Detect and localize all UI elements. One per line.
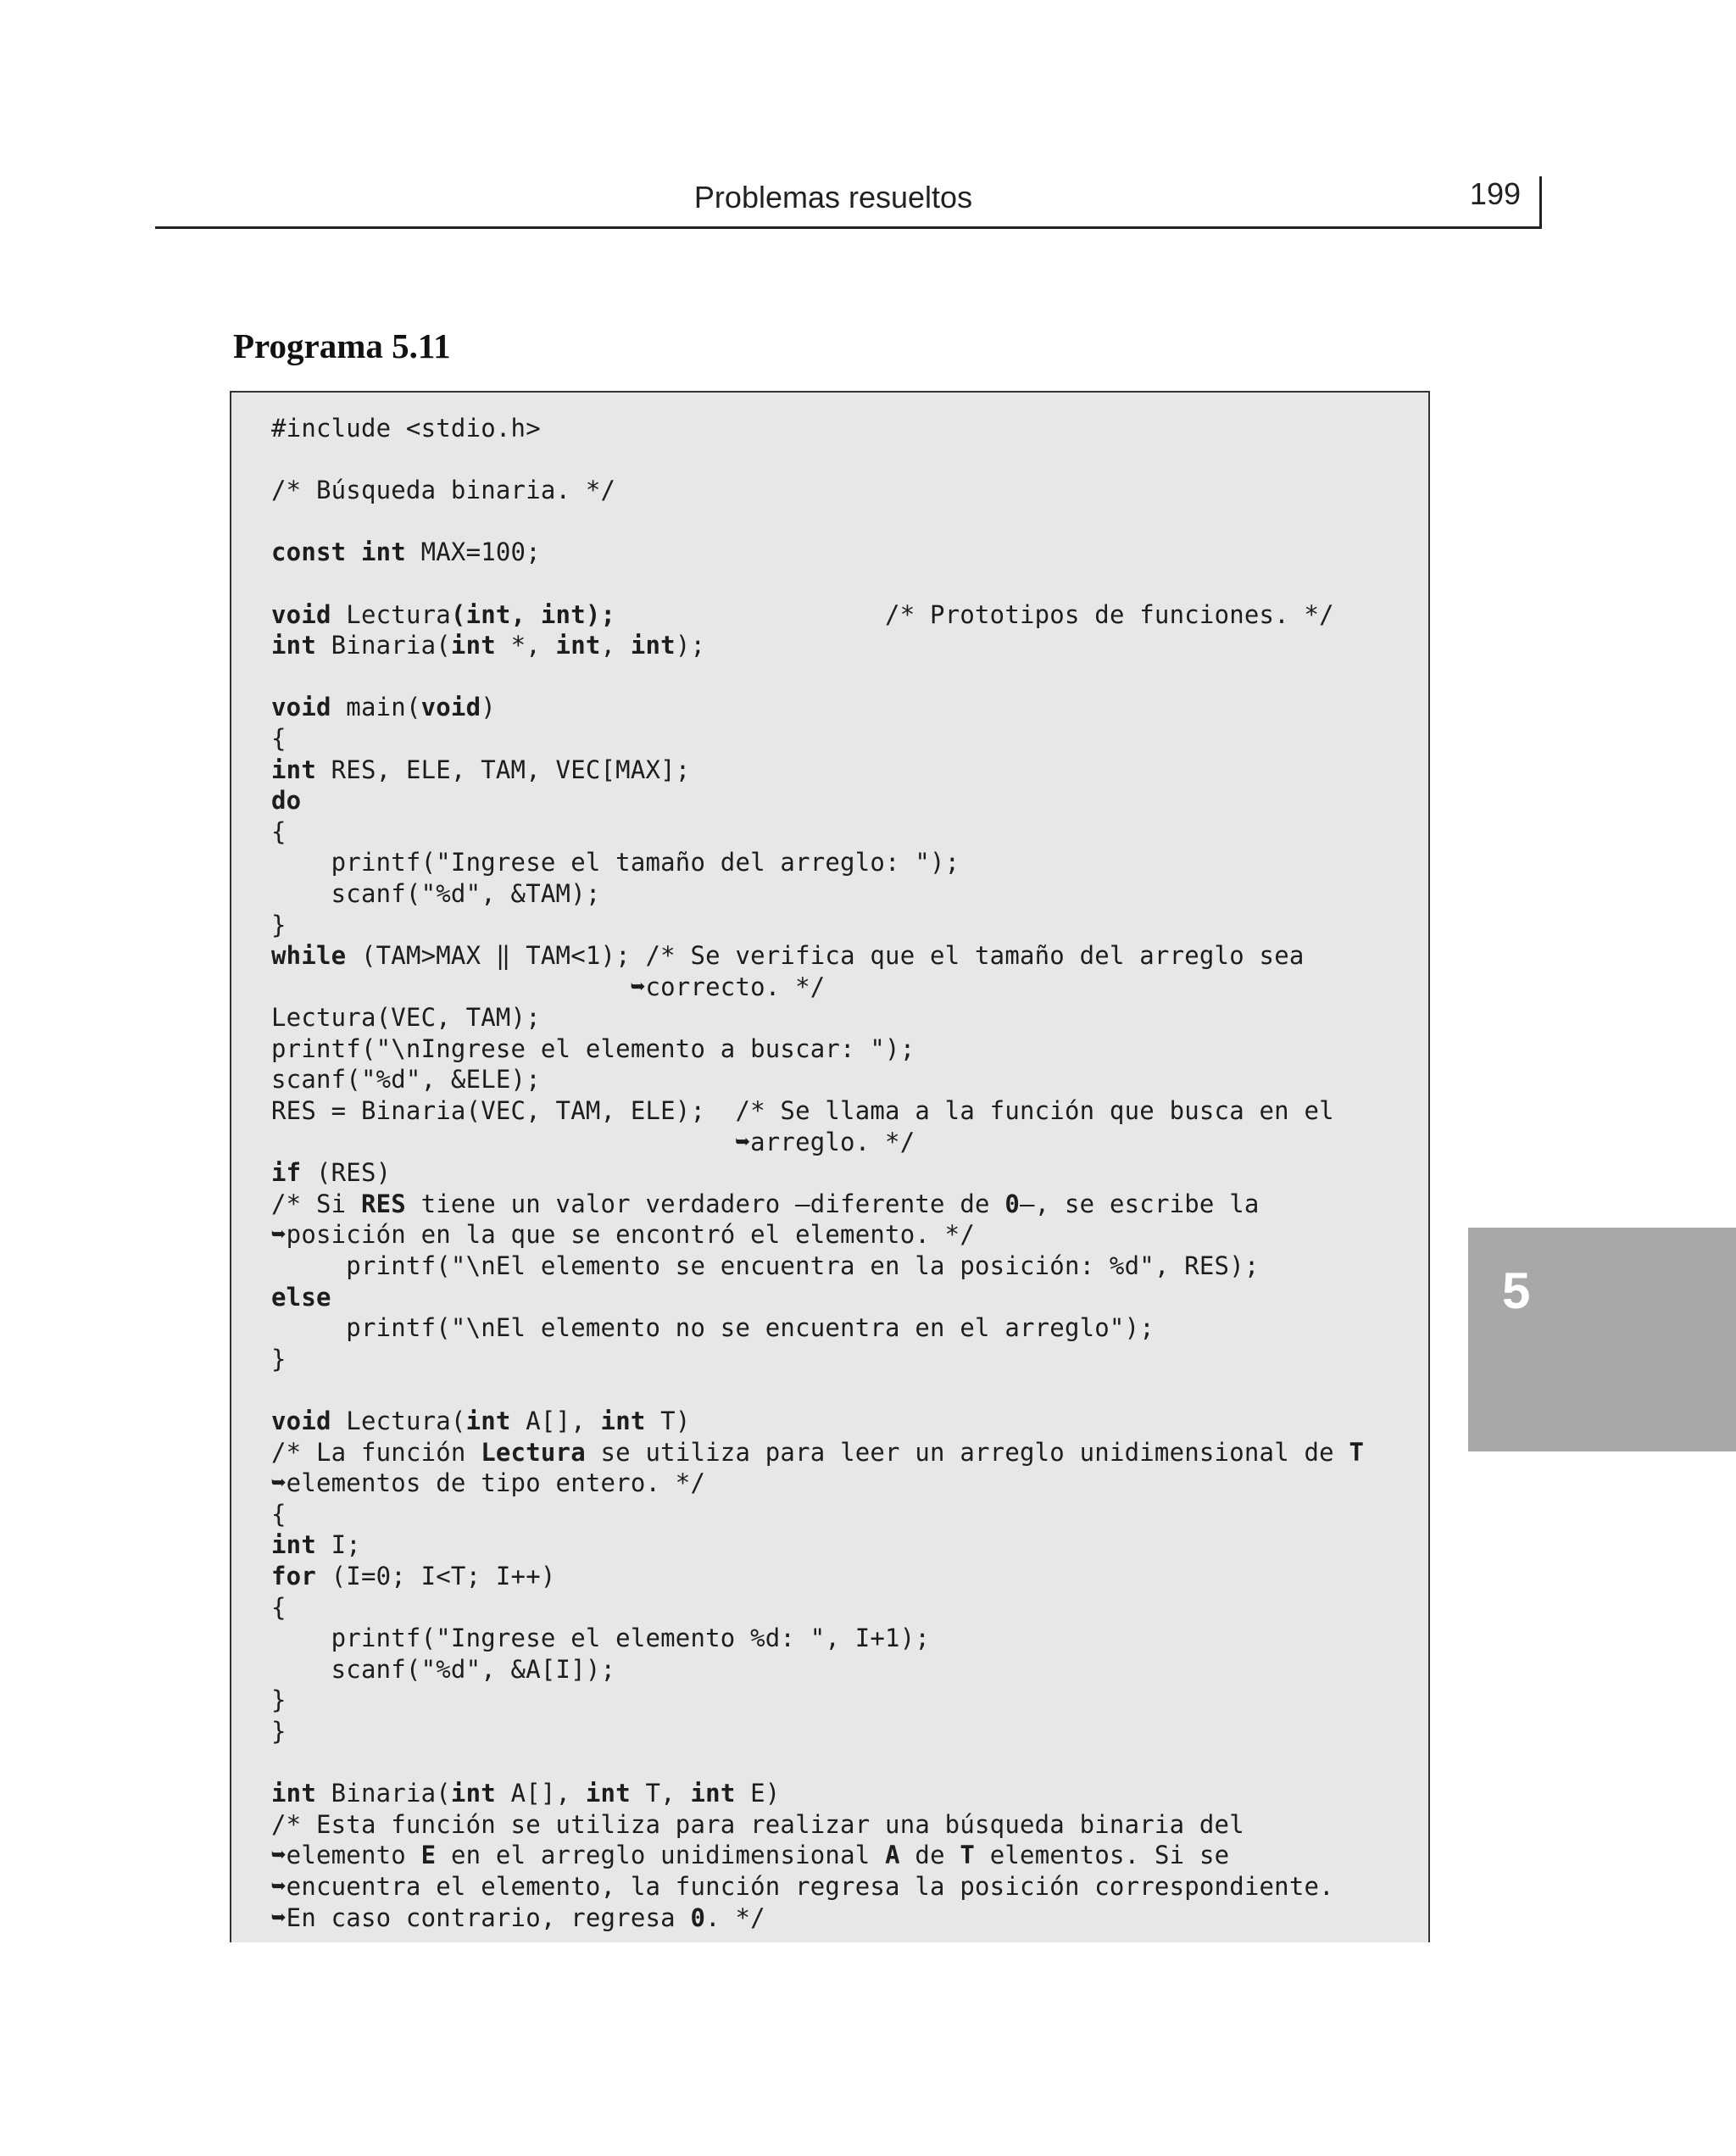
- code-keyword: RES: [360, 1189, 406, 1218]
- code-text: {: [271, 1592, 287, 1622]
- code-text: printf("\nEl elemento no se encuentra en el arreglo");: [271, 1313, 1155, 1343]
- code-text: Binaria(: [315, 631, 451, 660]
- code-text: *,: [495, 631, 556, 660]
- code-line: [271, 1189, 1364, 1220]
- running-head: [155, 176, 1542, 229]
- code-keyword: T: [960, 1841, 976, 1870]
- code-line: [271, 1840, 1364, 1871]
- code-text: {: [271, 1499, 287, 1529]
- code-line: [271, 1561, 1364, 1592]
- code-line: [271, 910, 1364, 941]
- code-text: se utiliza para leer un arreglo unidimensional de: [585, 1437, 1349, 1467]
- code-line: [271, 1903, 1364, 1934]
- code-keyword: A: [885, 1841, 900, 1870]
- code-line: [271, 1219, 1364, 1251]
- code-text: /* Si: [271, 1189, 361, 1218]
- code-line: [271, 1282, 1364, 1313]
- code-line: [271, 692, 1364, 723]
- code-text: /* Búsqueda binaria. */: [271, 476, 616, 505]
- code-keyword: (int, int);: [450, 599, 616, 629]
- code-text: (TAM>MAX ‖ TAM<1); /* Se verifica que el tamaño del arreglo sea: [346, 941, 1305, 971]
- code-text: T): [645, 1407, 691, 1435]
- code-text: ,: [600, 631, 631, 660]
- code-line: [271, 1374, 1364, 1406]
- code-text: I;: [315, 1530, 361, 1560]
- code-line: [271, 1468, 1364, 1499]
- code-line: [271, 1685, 1364, 1716]
- code-line: [271, 506, 1364, 538]
- code-keyword: int: [450, 1779, 496, 1808]
- code-keyword: Lectura: [481, 1437, 586, 1467]
- code-line: [271, 444, 1364, 476]
- code-keyword: T: [1349, 1437, 1365, 1467]
- code-text: ➥correcto. */: [271, 972, 826, 1001]
- code-line: [271, 599, 1364, 631]
- code-line: [271, 1406, 1364, 1437]
- code-text: scanf("%d", &ELE);: [271, 1065, 541, 1095]
- code-keyword: 0: [690, 1903, 706, 1932]
- code-keyword: int: [271, 1530, 316, 1560]
- code-line: [271, 1095, 1364, 1127]
- code-text: RES, ELE, TAM, VEC[MAX];: [315, 755, 691, 784]
- code-keyword: void: [420, 693, 481, 722]
- code-text: {: [271, 816, 287, 846]
- code-line: [271, 1809, 1364, 1841]
- code-keyword: int: [465, 1407, 511, 1435]
- code-text: (RES): [301, 1158, 392, 1188]
- page-number: 199: [1469, 176, 1521, 211]
- code-line: [271, 1747, 1364, 1779]
- code-text: T,: [630, 1779, 691, 1808]
- code-keyword: int: [585, 1779, 631, 1808]
- code-line: [271, 1778, 1364, 1809]
- code-text: {: [271, 723, 287, 753]
- running-title: Problemas resueltos: [693, 180, 973, 214]
- code-text: printf("\nIngrese el elemento a buscar: ");: [271, 1033, 915, 1063]
- code-line: [271, 1344, 1364, 1375]
- code-line: [271, 972, 1364, 1003]
- code-line: [271, 1499, 1364, 1530]
- code-line: [271, 1251, 1364, 1282]
- code-keyword: 0: [1004, 1189, 1021, 1218]
- chapter-number: 5: [1502, 1262, 1531, 1319]
- code-text: MAX=100;: [405, 538, 541, 567]
- code-text: printf("\nEl elemento se encuentra en la posición: %d", RES);: [271, 1251, 1260, 1281]
- code-line: [271, 1437, 1364, 1468]
- code-text: ➥En caso contrario, regresa: [271, 1903, 691, 1932]
- code-line: [271, 785, 1364, 816]
- code-text: printf("Ingrese el elemento %d: ", I+1);: [271, 1624, 931, 1653]
- code-line: [271, 1127, 1364, 1158]
- code-line: [271, 661, 1364, 693]
- code-keyword: int: [271, 631, 316, 660]
- code-line: [271, 1033, 1364, 1065]
- code-keyword: void: [271, 1407, 331, 1435]
- code-line: [271, 1623, 1364, 1654]
- code-keyword: int: [271, 755, 316, 784]
- code-keyword: do: [271, 786, 302, 816]
- code-text: /* Prototipos de funciones. */: [615, 599, 1334, 629]
- code-listing-box: [230, 391, 1430, 1942]
- code-line: [271, 1529, 1364, 1561]
- code-keyword: int: [600, 1407, 646, 1435]
- code-text: ➥posición en la que se encontró el elemento. */: [271, 1220, 975, 1250]
- code-text: . */: [705, 1903, 765, 1932]
- code-text: en el arreglo unidimensional: [436, 1841, 886, 1870]
- code-line: [271, 630, 1364, 661]
- code-text: #include <stdio.h>: [271, 414, 541, 443]
- code-line: [271, 1064, 1364, 1095]
- code-text: scanf("%d", &TAM);: [271, 878, 601, 908]
- code-text: ➥elementos de tipo entero. */: [271, 1468, 706, 1498]
- code-text: Binaria(: [315, 1779, 451, 1808]
- code-keyword: int: [450, 631, 496, 660]
- code-text: A[],: [495, 1779, 586, 1808]
- code-keyword: void: [271, 693, 331, 722]
- code-line: [271, 940, 1364, 972]
- code-text: main(: [331, 693, 421, 722]
- chapter-tab: [1468, 1228, 1736, 1451]
- code-keyword: while: [271, 941, 347, 971]
- code-line: [271, 537, 1364, 568]
- code-line: [271, 1002, 1364, 1033]
- code-line: [271, 878, 1364, 910]
- code-text: (I=0; I<T; I++): [315, 1561, 556, 1591]
- code-line: [271, 816, 1364, 848]
- code-text: }: [271, 1344, 287, 1373]
- code-text: tiene un valor verdadero —diferente de: [405, 1189, 1005, 1218]
- code-text: Lectura(VEC, TAM);: [271, 1003, 541, 1033]
- code-text: scanf("%d", &A[I]);: [271, 1654, 616, 1684]
- code-line: [271, 475, 1364, 506]
- code-keyword: int: [271, 1779, 316, 1808]
- code-line: [271, 847, 1364, 878]
- code-line: [271, 1654, 1364, 1685]
- code-line: [271, 1716, 1364, 1747]
- code-keyword: int: [690, 1779, 736, 1808]
- code-text: ➥elemento: [271, 1841, 421, 1870]
- code-keyword: E: [420, 1841, 437, 1870]
- code-text: );: [675, 631, 706, 660]
- code-line: [271, 413, 1364, 444]
- code-text: elementos. Si se: [975, 1841, 1230, 1870]
- code-keyword: for: [271, 1561, 316, 1591]
- code-text: E): [735, 1779, 781, 1808]
- code-line: [271, 568, 1364, 599]
- code-text: ): [481, 693, 496, 722]
- program-title: Programa 5.11: [233, 326, 451, 365]
- code-text: ➥encuentra el elemento, la función regresa la posición correspondiente.: [271, 1871, 1334, 1901]
- code-text: Lectura(: [331, 1407, 466, 1435]
- code-text: }: [271, 910, 287, 939]
- code-text: printf("Ingrese el tamaño del arreglo: ");: [271, 848, 960, 877]
- code-line: [271, 1592, 1364, 1624]
- code-line: [271, 1871, 1364, 1903]
- code-text: de: [899, 1841, 960, 1870]
- code-text: RES = Binaria(VEC, TAM, ELE); /* Se llama a la función que busca en el: [271, 1096, 1334, 1126]
- code-text: }: [271, 1716, 287, 1746]
- code-text: Lectura: [331, 599, 451, 629]
- code-text: /* La función: [271, 1437, 481, 1467]
- code-text: ➥arreglo. */: [271, 1127, 915, 1156]
- code-line: [271, 1157, 1364, 1189]
- code-text: A[],: [510, 1407, 601, 1435]
- code-text: }: [271, 1685, 287, 1715]
- code-keyword: if: [271, 1158, 302, 1188]
- code-listing: [271, 413, 1364, 1933]
- code-keyword: void: [271, 599, 331, 629]
- code-line: [271, 1312, 1364, 1344]
- code-text: /* Esta función se utiliza para realizar una búsqueda binaria del: [271, 1809, 1244, 1839]
- code-keyword: else: [271, 1282, 331, 1312]
- code-text: —, se escribe la: [1020, 1189, 1260, 1218]
- code-line: [271, 755, 1364, 786]
- code-keyword: int: [630, 631, 676, 660]
- code-keyword: const int: [271, 538, 406, 567]
- code-keyword: int: [555, 631, 601, 660]
- code-line: [271, 723, 1364, 755]
